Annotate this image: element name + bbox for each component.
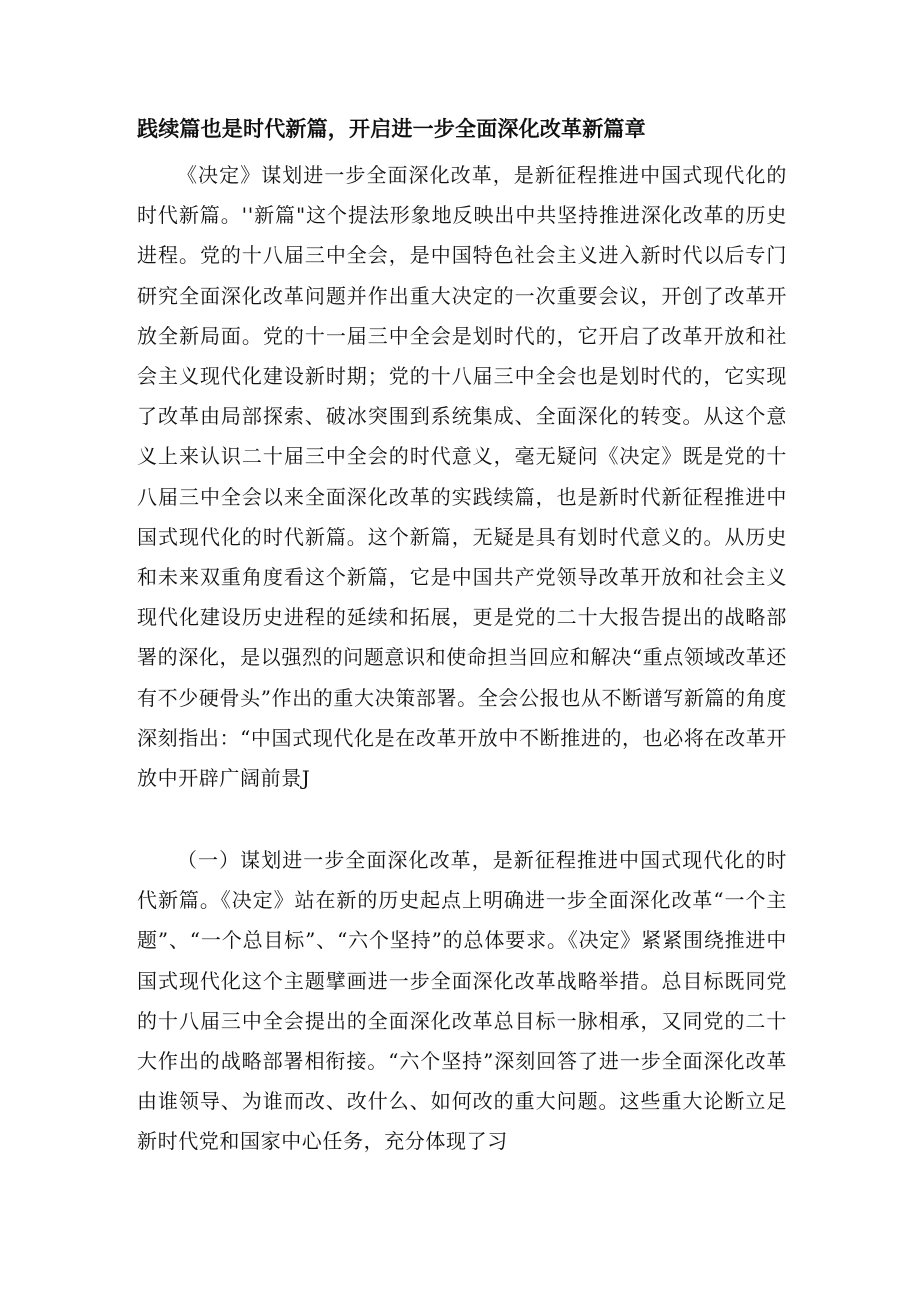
section-heading: 践续篇也是时代新篇，开启进一步全面深化改革新篇章 [137, 117, 646, 141]
paragraph-1: 《决定》谋划进一步全面深化改革，是新征程推进中国式现代化的时代新篇。''新篇"这个提法形象地反映出中共坚持推进深化改革的历史进程。党的十八届三中全会，是中国特色社会主义进入新时代以后专门研究全面深化改革问题并作出重大决定的一次重要会议，开创了改革开放全新局面。党的十一届三中全会是划时代的，它开启了改革开放和社会主义现代化建设新时期；党的十八届三中全会也是划时代的，它实现了改革由局部探索、破冰突围到系统集成、全面深化的转变。从这个意义上来认识二十届三中全会的时代意义，毫无疑问《决定》既是党的十八届三中全会以来全面深化改革的实践续篇，也是新时代新征程推进中国式现代化的时代新篇。这个新篇，无疑是具有划时代意义的。从历史和未来双重角度看这个新篇，它是中国共产党领导改革开放和社会主义现代化建设历史进程的延续和拓展，更是党的二十大报告提出的战略部署的深化，是以强烈的问题意识和使命担当回应和解决“重点领域改革还有不少硬骨头”作出的重大决策部署。全会公报也从不断谱写新篇的角度深刻指出：“中国式现代化是在改革开放中不断推进的，也必将在改革开放中开辟广阔前景J [137, 163, 787, 791]
paragraph-2: （一）谋划进一步全面深化改革，是新征程推进中国式现代化的时代新篇。《决定》站在新的历史起点上明确进一步全面深化改革“一个主题”、“一个总目标”、“六个坚持”的总体要求。《决定》紧紧围绕推进中国式现代化这个主题擘画进一步全面深化改革战略举措。总目标既同党的十八届三中全会提出的全面深化改革总目标一脉相承，又同党的二十大作出的战略部署相衔接。“六个坚持”深刻回答了进一步全面深化改革由谁领导、为谁而改、改什么、如何改的重大问题。这些重大论断立足新时代党和国家中心任务，充分体现了习 [137, 848, 787, 1154]
